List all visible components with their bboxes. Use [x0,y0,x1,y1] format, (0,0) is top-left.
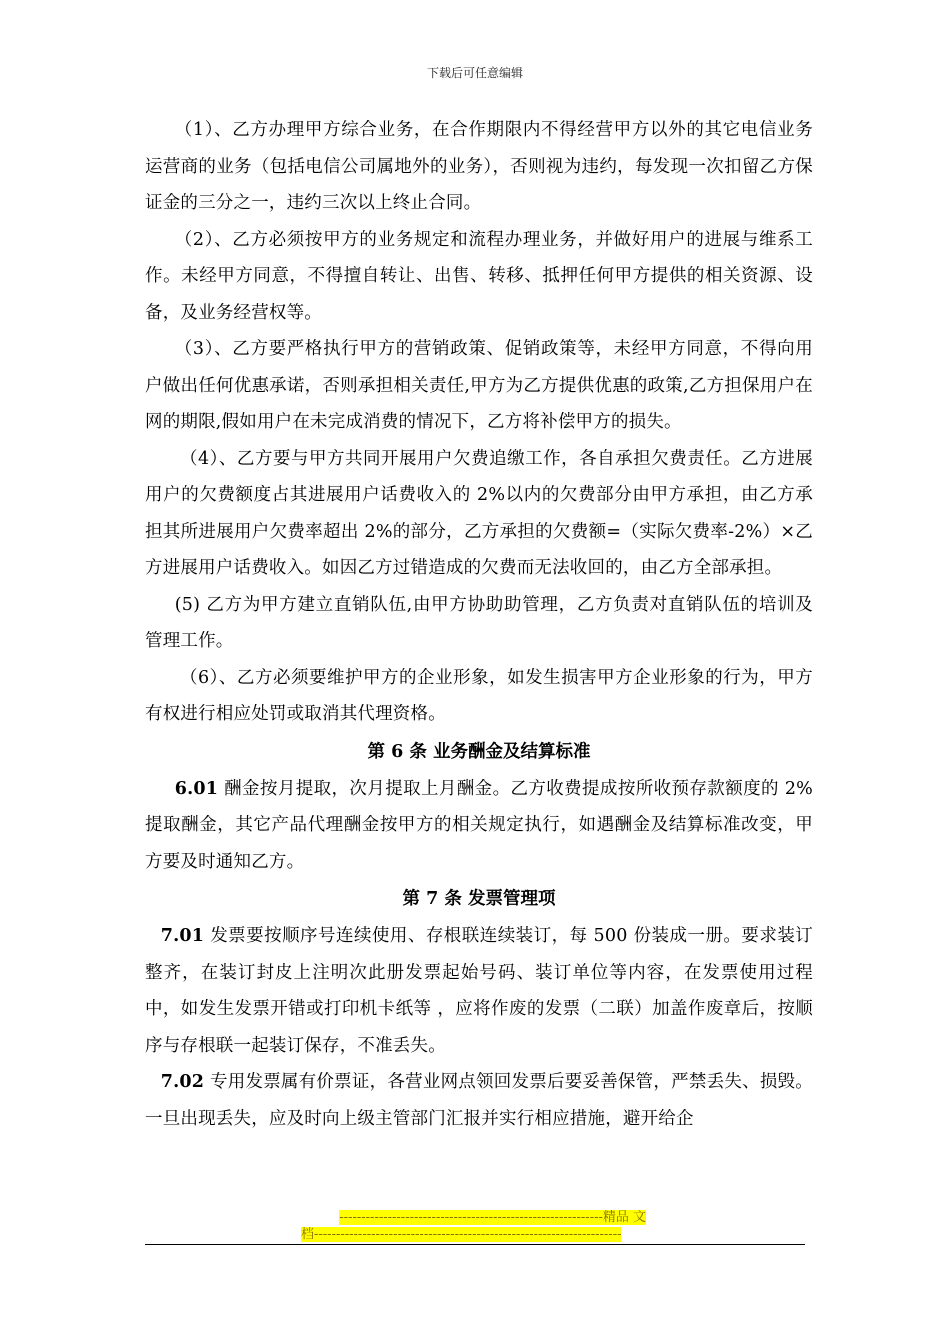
paragraph-1: （1）、乙方办理甲方综合业务，在合作期限内不得经营甲方以外的其它电信业务运营商的业务（包括电信公司属地外的业务），否则视为违约，每发现一次扣留乙方保证金的三分之一，违约三次以上终止合同。 [145,120,813,213]
clause-7-02-number: 7.02 [160,1072,205,1092]
document-body [145,112,813,1137]
footer-divider [145,1244,805,1245]
section-6-heading: 第 6 条 业务酬金及结算标准 [367,741,591,762]
paragraph-6: （6）、乙方必须要维护甲方的企业形象，如发生损害甲方企业形象的行为，甲方有权进行相应处罚或取消其代理资格。 [145,667,813,724]
paragraph-5: (5) 乙方为甲方建立直销队伍,由甲方协助助管理，乙方负责对直销队伍的培训及管理工作。 [145,594,813,651]
paragraph-2: （2）、乙方必须按甲方的业务规定和流程办理业务，并做好用户的进展与维系工作。未经甲方同意，不得擅自转让、出售、转移、抵押任何甲方提供的相关资源、设备，及业务经营权等。 [145,229,813,323]
clause-7-01-text: 发票要按顺序号连续使用、存根联连续装订，每 500 份装成一册。要求装订整齐，在装订封皮上注明次此册发票起始号码、装订单位等内容，在发票使用过程中，如发生发票开错或打印机卡纸等 ，应将作废的发票（二联）加盖作废章后，按顺序与存根联一起装订保存，不准丢失。 [145,926,813,1056]
clause-7-02 [145,1064,813,1137]
paragraph-3: （3）、乙方要严格执行甲方的营销政策、促销政策等，未经甲方同意，不得向用户做出任何优惠承诺，否则承担相关责任,甲方为乙方提供优惠的政策,乙方担保用户在网的期限,假如用户在未完成消费的情况下，乙方将补偿甲方的损失。 [145,339,813,432]
clause-7-02-text: 专用发票属有价票证，各营业网点领回发票后要妥善保管，严禁丢失、损毁。一旦出现丢失，应及时向上级主管部门汇报并实行相应措施，避开给企 [145,1072,813,1129]
clause-6-01-number: 6.01 [174,778,219,799]
page-header-note: 下载后可任意编辑 [426,66,523,80]
footer-line-1: ------------------------------------------------------------精品 文 [339,1210,646,1225]
section-7-heading: 第 7 条 发票管理项 [402,889,556,909]
page-footer [301,1209,646,1243]
clause-6-01 [145,771,813,881]
clause-6-01-text: 酬金按月提取，次月提取上月酬金。乙方收费提成按所收预存款额度的 2%提取酬金，其它产品代理酬金按甲方的相关规定执行，如遇酬金及结算标准改变，甲方要及时通知乙方。 [145,778,813,872]
paragraph-4: （4）、乙方要与甲方共同开展用户欠费追缴工作，各自承担欠费责任。乙方进展用户的欠费额度占其进展用户话费收入的 2%以内的欠费部分由甲方承担，由乙方承担其所进展用户欠费率超出 2%的部分，乙方承担的欠费额=（实际欠费率-2%）×乙方进展用户话费收入。如因乙方过错造成的欠费而无法收回的，由乙方全部承担。 [145,448,813,578]
clause-7-01 [145,918,813,1064]
clause-7-01-number: 7.01 [160,926,205,946]
footer-line-2: 档---------------------------------------------------------------------- [301,1227,622,1242]
